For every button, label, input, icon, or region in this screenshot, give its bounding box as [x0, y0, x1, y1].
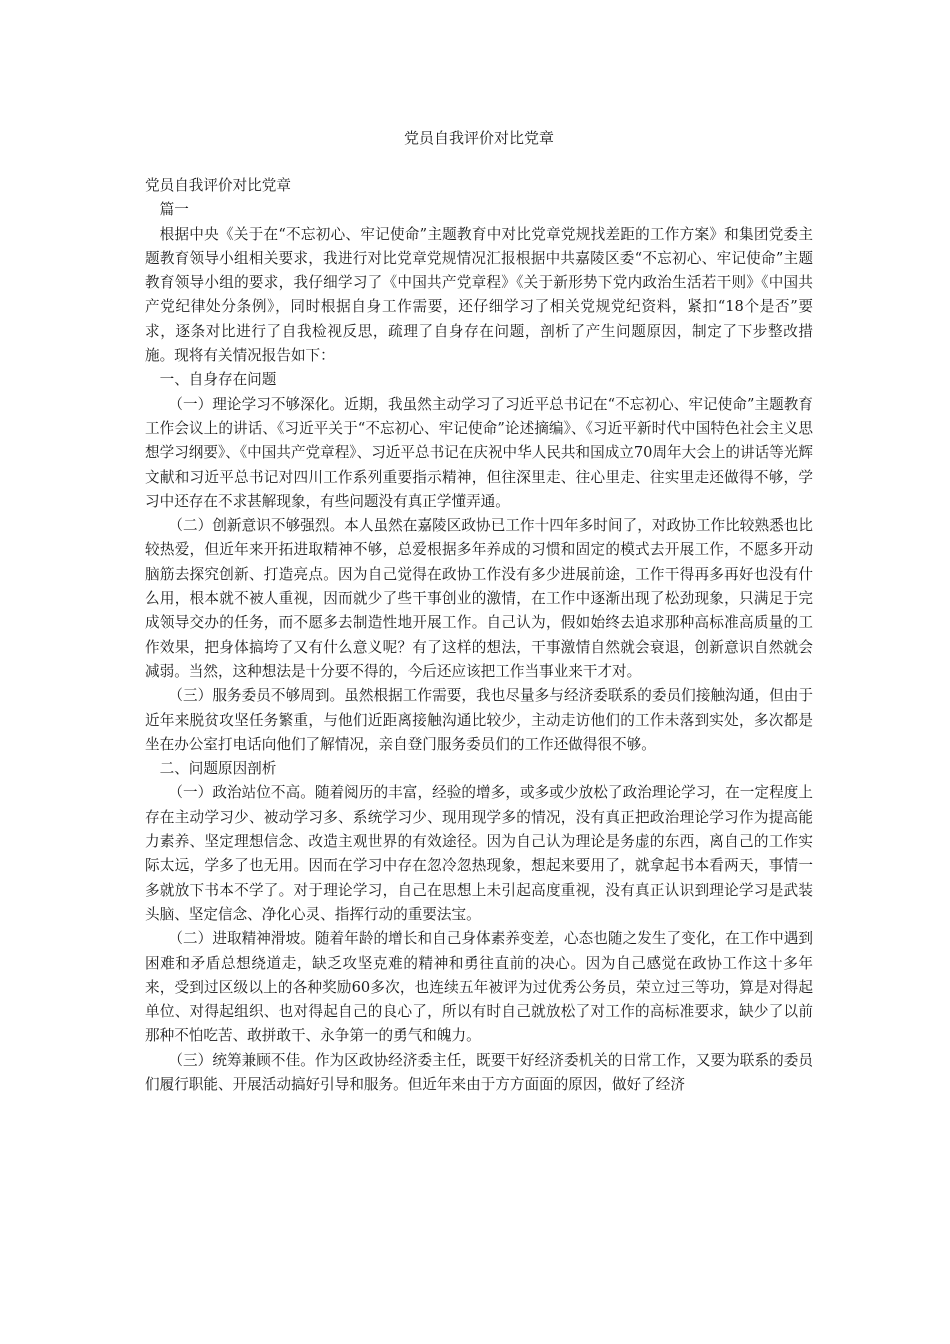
paragraph-intro: 根据中央《关于在“不忘初心、牢记使命”主题教育中对比党章党规找差距的工作方案》和集团党委主题教育领导小组相关要求，我进行对比党章党规情况汇报根据中共嘉陵区委“不忘初心、牢记使命”主题教育领导小组的要求，我仔细学习了《中国共产党章程》《关于新形势下党内政治生活若干则》《中国共产党纪律处分条例》，同时根据自身工作需要，还仔细学习了相关党规党纪资料，紧扣“18个是否”要求，逐条对比进行了自我检视反思，疏理了自身存在问题，剖析了产生问题原因，制定了下步整改措施。现将有关情况报告如下：: [145, 225, 813, 365]
paragraph-s2p1: （一）政治站位不高。随着阅历的丰富，经验的增多，或多或少放松了政治理论学习，在一定程度上存在主动学习少、被动学习多、系统学习少、现用现学多的情况，没有真正把政治理论学习作为提高能力素养、坚定理想信念、改造主观世界的有效途径。因为自己认为理论是务虚的东西，离自己的工作实际太远，学多了也无用。因而在学习中存在忽冷忽热现象，想起来要用了，就拿起书本看两天，事情一多就放下书本不学了。对于理论学习，自己在思想上未引起高度重视，没有真正认识到理论学习是武装头脑、坚定信念、净化心灵、指挥行动的重要法宝。: [145, 784, 813, 923]
paragraph-s1p3: （三）服务委员不够周到。虽然根据工作需要，我也尽量多与经济委联系的委员们接触沟通，但由于近年来脱贫攻坚任务繁重，与他们近距离接触沟通比较少，主动走访他们的工作未落到实处，多次都是坐在办公室打电话向他们了解情况，亲自登门服务委员们的工作还做得很不够。: [145, 687, 813, 753]
paragraph-s2p2: （二）进取精神滑坡。随着年龄的增长和自己身体素养变差，心态也随之发生了变化，在工作中遇到困难和矛盾总想绕道走，缺乏攻坚克难的精神和勇往直前的决心。因为自己感觉在政协工作这十多年来，受到过区级以上的各种奖励60多次，也连续五年被评为过优秀公务员，荣立过三等功，算是对得起单位、对得起组织、也对得起自己的良心了，所以有时自己就放松了对工作的高标准要求，缺少了以前那种不怕吃苦、敢拼敢干、永争第一的勇气和魄力。: [145, 930, 813, 1045]
section-heading-1: 一、自身存在问题: [159, 371, 277, 389]
paragraph-s2p3: （三）统筹兼顾不佳。作为区政协经济委主任，既要干好经济委机关的日常工作，又要为联系的委员们履行职能、开展活动搞好引导和服务。但近年来由于方方面面的原因，做好了经济: [145, 1051, 813, 1093]
document-subtitle: 党员自我评价对比党章: [145, 177, 291, 194]
paragraph-s1p1: （一）理论学习不够深化。近期，我虽然主动学习了习近平总书记在“不忘初心、牢记使命”主题教育工作会议上的讲话、《习近平关于“不忘初心、牢记使命”论述摘编》、《习近平新时代中国特色社会主义思想学习纲要》、《中国共产党章程》、习近平总书记在庆祝中华人民共和国成立70周年大会上的讲话等光辉文献和习近平总书记对四川工作系列重要指示精神，但往深里走、往心里走、往实里走还做得不够，学习中还存在不求甚解现象，有些问题没有真正学懂弄通。: [145, 395, 813, 510]
document-title: 党员自我评价对比党章: [403, 129, 554, 147]
part-label: 篇一: [159, 201, 189, 219]
paragraph-s1p2: （二）创新意识不够强烈。本人虽然在嘉陵区政协已工作十四年多时间了，对政协工作比较熟悉也比较热爱，但近年来开拓进取精神不够，总爱根据多年养成的习惯和固定的模式去开展工作，不愿多开动脑筋去探究创新、打造亮点。因为自己觉得在政协工作没有多少进展前途，工作干得再多再好也没有什么用，根本就不被人重视，因而就少了些干事创业的激情，在工作中逐渐出现了松劲现象，只满足于完成领导交办的任务，而不愿多去制造性地开展工作。自己认为，假如始终去追求那种高标准高质量的工作效果，把身体搞垮了又有什么意义呢？有了这样的想法，干事激情自然就会衰退，创新意识自然就会减弱。当然，这种想法是十分要不得的，今后还应该把工作当事业来干才对。: [145, 517, 813, 680]
section-heading-2: 二、问题原因剖析: [159, 760, 277, 778]
document-body: [145, 174, 813, 1097]
